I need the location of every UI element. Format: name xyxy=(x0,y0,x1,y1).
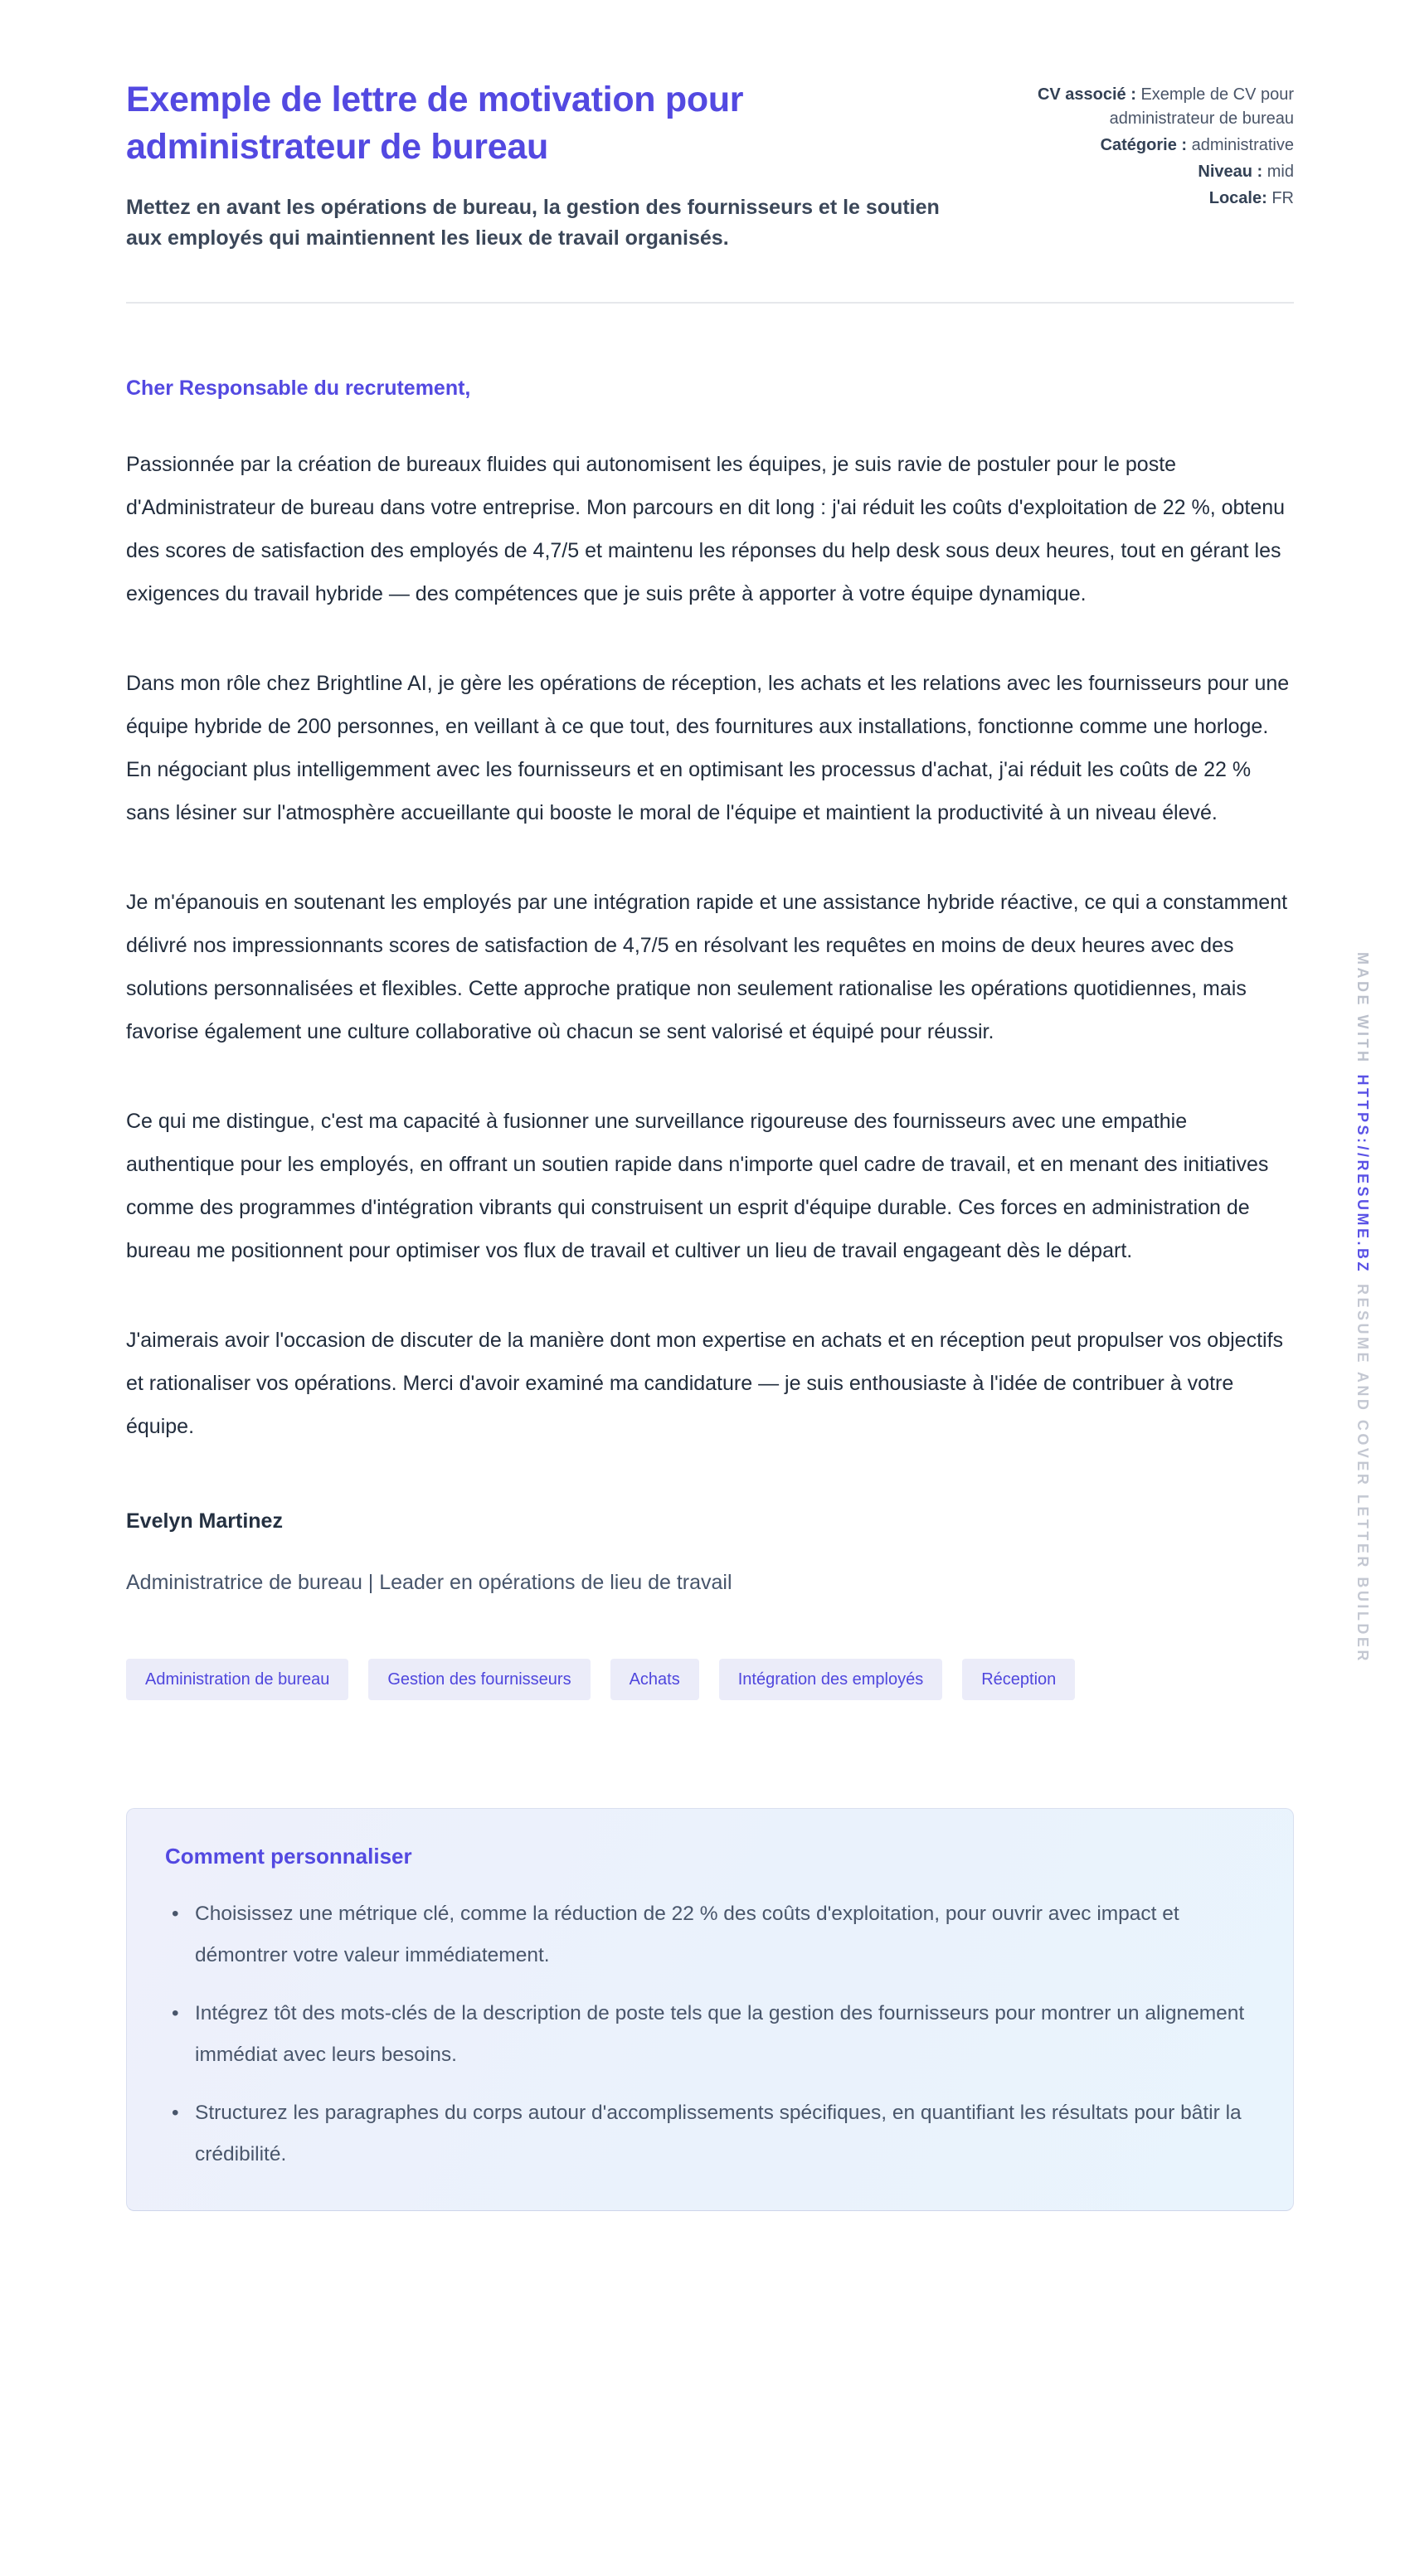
meta-row-locale xyxy=(1004,187,1294,211)
watermark-tagline: RESUME AND COVER LETTER BUILDER xyxy=(1354,1284,1371,1664)
header-divider xyxy=(126,302,1294,304)
letter-paragraph-3: Je m'épanouis en soutenant les employés par une intégration rapide et une assistance hybride réactive, ce qui a constamment délivré nos impressionnants scores de satisfaction de 4,7/5 en résolvant les requêtes en moins de deux heures avec des solutions personnalisées et flexibles. Cette approche pratique non seulement rationalise les opérations quotidiennes, mais favorise également une culture collaborative où chacun se sent valorisé et équipé pour réussir. xyxy=(126,891,1288,1043)
tip-item-2: • Intégrez tôt des mots-clés de la description de poste tels que la gestion des fournisseurs pour montrer un alignement immédiat avec leurs besoins. xyxy=(165,1993,1255,2076)
meta-value: administrative xyxy=(1191,136,1294,154)
letter-paragraph-2: Dans mon rôle chez Brightline AI, je gère les opérations de réception, les achats et les relations avec les fournisseurs pour une équipe hybride de 200 personnes, en veillant à ce que tout, des fournitures aux installations, fonctionne comme une horloge. En négociant plus intelligemment avec les fournisseurs et en optimisant les processus d'achat, j'ai réduit les coûts de 22 % sans lésiner sur l'atmosphère accueillante qui booste le moral de l'équipe et maintient la productivité à un niveau élevé. xyxy=(126,672,1290,824)
watermark-site-link[interactable]: HTTPS://RESUME.BZ xyxy=(1354,1074,1371,1274)
content-column xyxy=(126,0,1294,2211)
watermark-made-with-label: MADE WITH xyxy=(1354,952,1371,1065)
tag-chip-purchasing: Achats xyxy=(610,1659,699,1700)
header xyxy=(126,0,1294,254)
watermark-vertical-banner xyxy=(1353,952,1373,1664)
tips-list xyxy=(165,1893,1255,2175)
cover-letter-body xyxy=(126,367,1294,1604)
tip-item-3: • Structurez les paragraphes du corps autour d'accomplissements spécifiques, en quantifiant les résultats pour bâtir la crédibilité. xyxy=(165,2092,1255,2175)
signature-name: Evelyn Martinez xyxy=(126,1509,283,1533)
letter-paragraph-5: J'aimerais avoir l'occasion de discuter de la manière dont mon expertise en achats et en réception peut propulser vos objectifs et rationaliser vos opérations. Merci d'avoir examiné ma candidature — je suis enthousiaste à l'idée de contribuer à votre équipe. xyxy=(126,1329,1284,1438)
meta-value: Exemple de CV pour administrateur de bureau xyxy=(1109,85,1294,128)
meta-row-level xyxy=(1004,160,1294,184)
meta-label: Locale: xyxy=(1208,189,1267,207)
meta-value: mid xyxy=(1267,163,1294,181)
meta-label: CV associé : xyxy=(1037,85,1136,104)
tag-chip-reception: Réception xyxy=(962,1659,1075,1700)
tips-heading: Comment personnaliser xyxy=(165,1844,412,1869)
meta-label: Catégorie : xyxy=(1100,136,1188,154)
meta-label: Niveau : xyxy=(1198,163,1263,181)
letter-paragraph-4: Ce qui me distingue, c'est ma capacité à fusionner une surveillance rigoureuse des fournisseurs avec une empathie authentique pour les employés, en offrant un soutien rapide dans n'importe quel cadre de travail, et en menant des initiatives comme des programmes d'intégration vibrants qui construisent un esprit d'équipe durable. Ces forces en administration de bureau me positionnent pour optimiser vos flux de travail et cultiver un lieu de travail engageant dès le départ. xyxy=(126,1110,1269,1262)
letter-greeting: Cher Responsable du recrutement, xyxy=(126,377,471,400)
tag-chip-vendor-management: Gestion des fournisseurs xyxy=(368,1659,590,1700)
page-subtitle: Mettez en avant les opérations de bureau, la gestion des fournisseurs et le soutien aux employés qui maintiennent les lieux de travail organisés. xyxy=(126,196,940,250)
meta-row-related-cv xyxy=(1004,83,1294,131)
tag-chip-employee-onboarding: Intégration des employés xyxy=(719,1659,942,1700)
letter-paragraph-1: Passionnée par la création de bureaux fluides qui autonomisent les équipes, je suis ravie de postuler pour le poste d'Administrateur de bureau dans votre entreprise. Mon parcours en dit long : j'ai réduit les coûts d'exploitation de 22 %, obtenu des scores de satisfaction des employés de 4,7/5 et maintenu les réponses du help desk sous deux heures, tout en gérant les exigences du travail hybride — des compétences que je suis prête à apporter à votre équipe dynamique. xyxy=(126,453,1286,605)
customization-tips-box xyxy=(126,1808,1294,2211)
tip-item-1: • Choisissez une métrique clé, comme la réduction de 22 % des coûts d'exploitation, pour ouvrir avec impact et démontrer votre valeur immédiatement. xyxy=(165,1893,1255,1976)
tag-chip-office-administration: Administration de bureau xyxy=(126,1659,348,1700)
signature-title: Administratrice de bureau | Leader en opérations de lieu de travail xyxy=(126,1571,732,1594)
title-block xyxy=(126,76,972,254)
meta-panel xyxy=(1004,76,1294,213)
meta-value: FR xyxy=(1271,189,1294,207)
tag-list xyxy=(126,1659,1294,1700)
page-title: Exemple de lettre de motivation pour administrateur de bureau xyxy=(126,80,744,167)
meta-row-category xyxy=(1004,134,1294,158)
